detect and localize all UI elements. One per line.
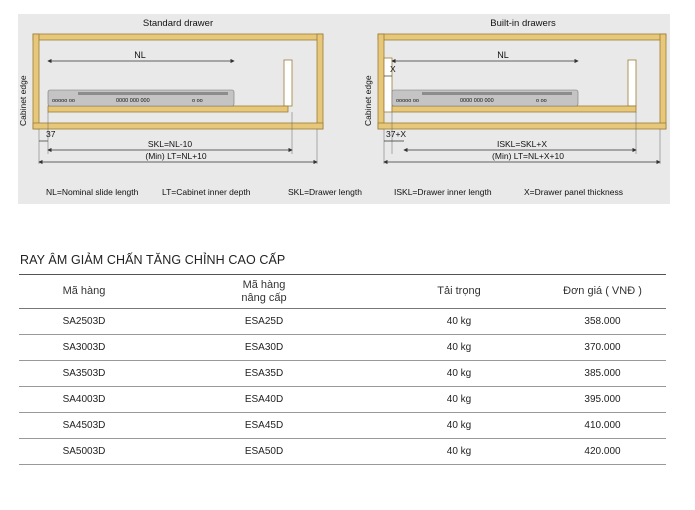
left-cabinet-edge-label: Cabinet edge bbox=[18, 75, 28, 126]
cell-code: SA4503D bbox=[62, 419, 106, 431]
slide-dimension-diagram bbox=[18, 14, 670, 204]
svg-text:o oo: o oo bbox=[536, 98, 547, 104]
right-x-label: X bbox=[390, 64, 396, 74]
left-slide-marks: 0000 000 000 bbox=[116, 98, 150, 104]
table-row bbox=[19, 439, 666, 465]
header-price: Đơn giá ( VNĐ ) bbox=[563, 285, 642, 298]
cell-upgrade: ESA25D bbox=[244, 315, 284, 327]
svg-text:o oo: o oo bbox=[192, 98, 203, 104]
cell-upgrade: ESA40D bbox=[244, 393, 284, 405]
left-skl-label: SKL=NL-10 bbox=[147, 139, 193, 149]
cell-load: 40 kg bbox=[446, 315, 472, 327]
section-title: RAY ÂM GIẢM CHẤN TĂNG CHỈNH CAO CẤP bbox=[20, 253, 286, 267]
cell-upgrade: ESA45D bbox=[244, 419, 284, 431]
cell-code: SA2503D bbox=[62, 315, 106, 327]
table-row bbox=[19, 309, 666, 335]
right-slide-rail bbox=[392, 90, 578, 106]
cell-load: 40 kg bbox=[446, 367, 472, 379]
cell-load: 40 kg bbox=[446, 419, 472, 431]
cell-price: 370.000 bbox=[584, 341, 621, 353]
cell-upgrade: ESA35D bbox=[244, 367, 284, 379]
svg-text:ooooo oo: ooooo oo bbox=[396, 98, 419, 104]
header-code: Mã hàng bbox=[62, 285, 106, 298]
cell-load: 40 kg bbox=[446, 341, 472, 353]
legend-nl: NL=Nominal slide length bbox=[46, 187, 139, 197]
cell-code: SA3003D bbox=[62, 341, 106, 353]
cell-code: SA5003D bbox=[62, 445, 106, 457]
left-diagram-title: Standard drawer bbox=[142, 18, 214, 29]
cell-price: 358.000 bbox=[584, 315, 621, 327]
cell-load: 40 kg bbox=[446, 445, 472, 457]
right-cabinet-edge-label: Cabinet edge bbox=[363, 75, 373, 126]
left-drawer-panel bbox=[284, 60, 292, 106]
cell-price: 385.000 bbox=[584, 367, 621, 379]
left-lt-label: (Min) LT=NL+10 bbox=[145, 151, 207, 161]
cell-load: 40 kg bbox=[446, 393, 472, 405]
right-nl-label: NL bbox=[497, 50, 509, 60]
legend-iskl: ISKL=Drawer inner length bbox=[394, 187, 492, 197]
cell-code: SA4003D bbox=[62, 393, 106, 405]
table-row bbox=[19, 335, 666, 361]
table-row bbox=[19, 361, 666, 387]
header-upgrade bbox=[149, 275, 379, 308]
left-offset-label: 37 bbox=[46, 129, 56, 139]
svg-text:0000 000 000: 0000 000 000 bbox=[460, 98, 494, 104]
legend-skl: SKL=Drawer length bbox=[288, 187, 362, 197]
left-slide-rail bbox=[48, 90, 234, 106]
cell-upgrade: ESA50D bbox=[244, 445, 284, 457]
cell-price: 395.000 bbox=[584, 393, 621, 405]
cell-price: 410.000 bbox=[584, 419, 621, 431]
table-body bbox=[19, 309, 666, 465]
svg-text:ooooo oo: ooooo oo bbox=[52, 98, 75, 104]
cell-price: 420.000 bbox=[584, 445, 621, 457]
right-lt-label: (Min) LT=NL+X+10 bbox=[492, 151, 564, 161]
legend-lt: LT=Cabinet inner depth bbox=[162, 187, 251, 197]
left-drawer-bottom bbox=[48, 106, 288, 112]
diagram-legend bbox=[46, 187, 623, 197]
right-iskl-label: ISKL=SKL+X bbox=[496, 139, 548, 149]
cell-upgrade: ESA30D bbox=[244, 341, 284, 353]
right-drawer-panel bbox=[628, 60, 636, 106]
table-row bbox=[19, 413, 666, 439]
right-cabinet-frame bbox=[378, 34, 666, 129]
table-row bbox=[19, 387, 666, 413]
header-upgrade-line2: nâng cấp bbox=[241, 291, 287, 304]
right-diagram-title: Built-in drawers bbox=[490, 18, 556, 29]
diagram-svg bbox=[18, 14, 670, 204]
price-table bbox=[19, 274, 666, 465]
left-cabinet-frame bbox=[33, 34, 323, 129]
left-nl-label: NL bbox=[134, 50, 146, 60]
right-offset-label: 37+X bbox=[386, 129, 407, 139]
cell-code: SA3503D bbox=[62, 367, 106, 379]
legend-x: X=Drawer panel thickness bbox=[524, 187, 623, 197]
right-drawer-bottom bbox=[392, 106, 636, 112]
table-header bbox=[19, 275, 666, 309]
header-load: Tải trọng bbox=[437, 285, 481, 298]
header-upgrade-line1: Mã hàng bbox=[242, 278, 286, 291]
